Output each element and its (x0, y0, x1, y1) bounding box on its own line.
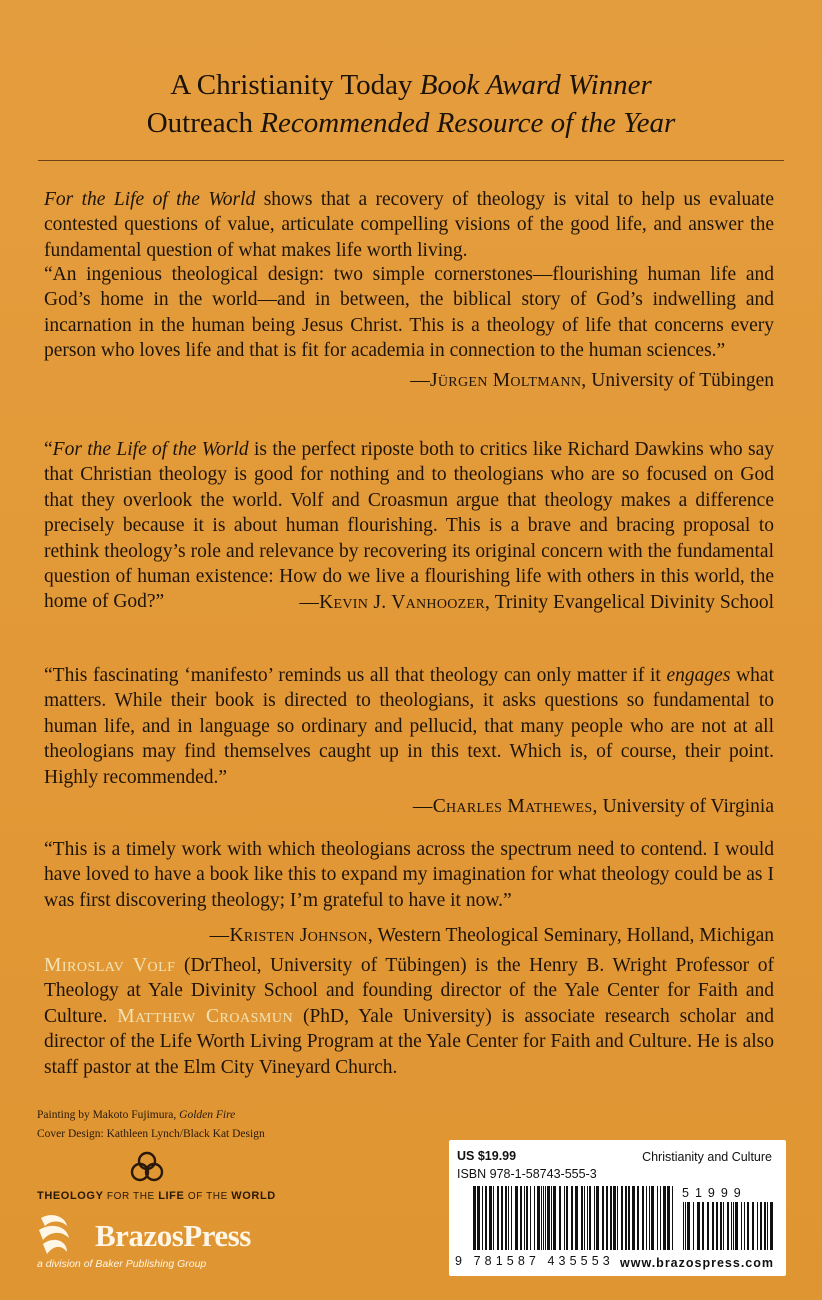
barcode-bar (566, 1186, 568, 1250)
barcode-bar (501, 1186, 503, 1250)
quote-text: “For the Life of the World is the perfect riposte both to critics like Richard Dawkins who say that Christian theology is good for nothing and to theologians who are so focused on God that they overlook the world. Volf and Croasmun argue that theology makes a difference precisely because it is about human flourishing. This is a brave and bracing proposal to rethink theology’s role and relevance by recovering its original concern with the fundamental question of human existence: How do we live a flourishing life with others in this world, the home of God?” (44, 439, 775, 613)
barcode-bar (733, 1202, 734, 1250)
barcode-bar (632, 1186, 635, 1250)
barcode-bar (543, 1186, 544, 1250)
barcode-bar (657, 1186, 658, 1250)
award-line-1: A Christianity Today Book Award Winner (170, 69, 652, 101)
barcode-bar (489, 1186, 492, 1250)
barcode-bar (683, 1202, 684, 1250)
awards-heading (0, 66, 822, 142)
barcode-bar (537, 1186, 540, 1250)
cover-credits (37, 1106, 265, 1144)
price-addon-barcode (681, 1202, 777, 1250)
barcode-bar (530, 1186, 531, 1250)
quote-text: “This is a timely work with which theologians across the spectrum need to contend. I would have loved to have a book like this to expand my imagination for what theology could be as I was first discovering theology; I’m grateful to have it now.” (44, 839, 774, 911)
barcode-bar (485, 1186, 487, 1250)
barcode-bar (712, 1202, 714, 1250)
quote-attribution: —Jürgen Moltmann, University of Tübingen (410, 369, 774, 391)
series-logo (37, 1150, 297, 1202)
barcode-bar (663, 1186, 666, 1250)
barcode-bar (587, 1186, 588, 1250)
barcode-bar (651, 1186, 654, 1250)
category: Christianity and Culture (642, 1150, 772, 1164)
barcode-bar (515, 1186, 518, 1250)
barcode-bar (602, 1186, 604, 1250)
price: US $19.99 (457, 1149, 517, 1163)
barcode-bar (723, 1202, 724, 1250)
barcode-bar (720, 1202, 722, 1250)
barcode-bar (731, 1202, 732, 1250)
barcode-bar (559, 1186, 561, 1250)
barcode-bar (735, 1202, 738, 1250)
barcode-bar (511, 1186, 512, 1250)
barcode-bar (473, 1186, 476, 1250)
barcode-bar (637, 1186, 639, 1250)
painting-credit: Painting by Makoto Fujimura, Golden Fire (37, 1109, 236, 1121)
barcode-bar (594, 1186, 595, 1250)
barcode-bar (596, 1186, 599, 1250)
barcode-bar (693, 1202, 694, 1250)
barcode-bar (646, 1186, 647, 1250)
barcode-bar (610, 1186, 612, 1250)
barcode-bar (497, 1186, 499, 1250)
barcode-bar (534, 1186, 535, 1250)
barcode-bar (667, 1186, 670, 1250)
publisher-name: BrazosPress (95, 1218, 251, 1253)
barcode-panel (449, 1140, 786, 1276)
barcode-bar (625, 1186, 627, 1250)
barcode-bar (606, 1186, 608, 1250)
barcode-bar (526, 1186, 528, 1250)
quote-attribution: —Kevin J. Vanhoozer, Trinity Evangelical Divinity School (299, 591, 774, 613)
barcode-bar (564, 1186, 565, 1250)
barcode-bar (727, 1202, 729, 1250)
barcode-bar (687, 1202, 690, 1250)
publisher-logo (37, 1212, 337, 1274)
barcode-bar (628, 1186, 630, 1250)
isbn: ISBN 978-1-58743-555-3 (457, 1167, 597, 1181)
barcode-bar (649, 1186, 650, 1250)
award-line-2: Outreach Recommended Resource of the Year (146, 107, 676, 139)
barcode-bar (482, 1186, 483, 1250)
barcode-bar (547, 1186, 550, 1250)
barcode-bar (672, 1186, 673, 1250)
book-description: For the Life of the World shows that a recovery of theology is vital to help us evaluate contested questions of value, articulate compelling visions of the good life, and answer the fundamental question of what makes life worth living. (44, 189, 775, 261)
barcode-bar (752, 1202, 754, 1250)
barcode-bar (617, 1186, 618, 1250)
barcode-bar (621, 1186, 623, 1250)
barcode-bar (520, 1186, 522, 1250)
endorsement-moltmann (44, 262, 774, 393)
endorsement-mathewes (44, 663, 774, 819)
barcode-bar (660, 1186, 661, 1250)
barcode-bar (741, 1202, 742, 1250)
isbn-barcode (471, 1186, 675, 1250)
author-bios: Miroslav Volf (DrTheol, University of Tübingen) is the Henry B. Wright Professor of Theology at Yale Divinity School and founding director of the Yale Center for Faith and Culture. Matthew Croasmun (PhD, Yale University) is associate research scholar and director of the Life Worth Living Program at the Yale Center for Faith and Culture. He is also staff pastor at the Elm City Vineyard Church. (44, 955, 774, 1078)
barcode-bar (571, 1186, 573, 1250)
divider (38, 160, 784, 161)
barcode-bar (747, 1202, 749, 1250)
barcode-bar (642, 1186, 644, 1250)
barcode-digits: 9 781587 435553 (455, 1254, 614, 1268)
quote-text: “This fascinating ‘manifesto’ reminds us all that theology can only matter if it engages what matters. While their book is directed to theologians, it asks questions so fundamental to human life, and in language so ordinary and pellucid, that many people who are not at all theologians may find themselves caught up in this text. Which is, of course, their point. Highly recommended.” (44, 665, 775, 788)
barcode-bar (613, 1186, 616, 1250)
barcode-bar (493, 1186, 494, 1250)
barcode-bar (505, 1186, 507, 1250)
endorsement-vanhoozer (44, 437, 774, 615)
barcode-bar (508, 1186, 509, 1250)
barcode-bar (685, 1202, 686, 1250)
barcode-bar (477, 1186, 480, 1250)
series-title: THEOLOGY FOR THE LIFE OF THE WORLD (37, 1190, 276, 1202)
barcode-bar (524, 1186, 525, 1250)
barcode-bar (702, 1202, 704, 1250)
barcode-bar (764, 1202, 766, 1250)
endorsement-johnson (44, 837, 774, 949)
design-credit: Cover Design: Kathleen Lynch/Black Kat Design (37, 1128, 265, 1140)
barcode-bar (697, 1202, 700, 1250)
barcode-bar (707, 1202, 709, 1250)
barcode-bar (545, 1186, 546, 1250)
barcode-bar (757, 1202, 758, 1250)
barcode-bar (760, 1202, 762, 1250)
barcode-bar (541, 1186, 542, 1250)
barcode-bar (551, 1186, 552, 1250)
website: www.brazospress.com (620, 1256, 774, 1270)
quote-text: “An ingenious theological design: two simple cornerstones—flourishing human life and God’s home in the world—and in between, the biblical story of God’s indwelling and incarnation in the human being Jesus Christ. This is a theology of life that concerns every person who loves life and that is fit for academia in connection to the human sciences.” (44, 264, 774, 362)
author-name-croasmun: Matthew Croasmun (117, 1005, 294, 1027)
quote-attribution: —Kristen Johnson, Western Theological Seminary, Holland, Michigan (209, 925, 774, 947)
addon-digits: 51999 (682, 1186, 747, 1200)
barcode-bar (767, 1202, 768, 1250)
brazos-river-icon (37, 1212, 89, 1256)
author-name-volf: Miroslav Volf (44, 955, 176, 976)
barcode-bar (581, 1186, 583, 1250)
quote-attribution: —Charles Mathewes, University of Virginia (412, 796, 774, 818)
barcode-bar (589, 1186, 591, 1250)
trinity-knot-icon (127, 1150, 167, 1184)
barcode-bar (770, 1202, 773, 1250)
barcode-bar (553, 1186, 556, 1250)
barcode-bar (744, 1202, 745, 1250)
barcode-bar (584, 1186, 585, 1250)
barcode-bar (575, 1186, 578, 1250)
barcode-bar (716, 1202, 718, 1250)
publisher-tagline: a division of Baker Publishing Group (37, 1258, 207, 1270)
